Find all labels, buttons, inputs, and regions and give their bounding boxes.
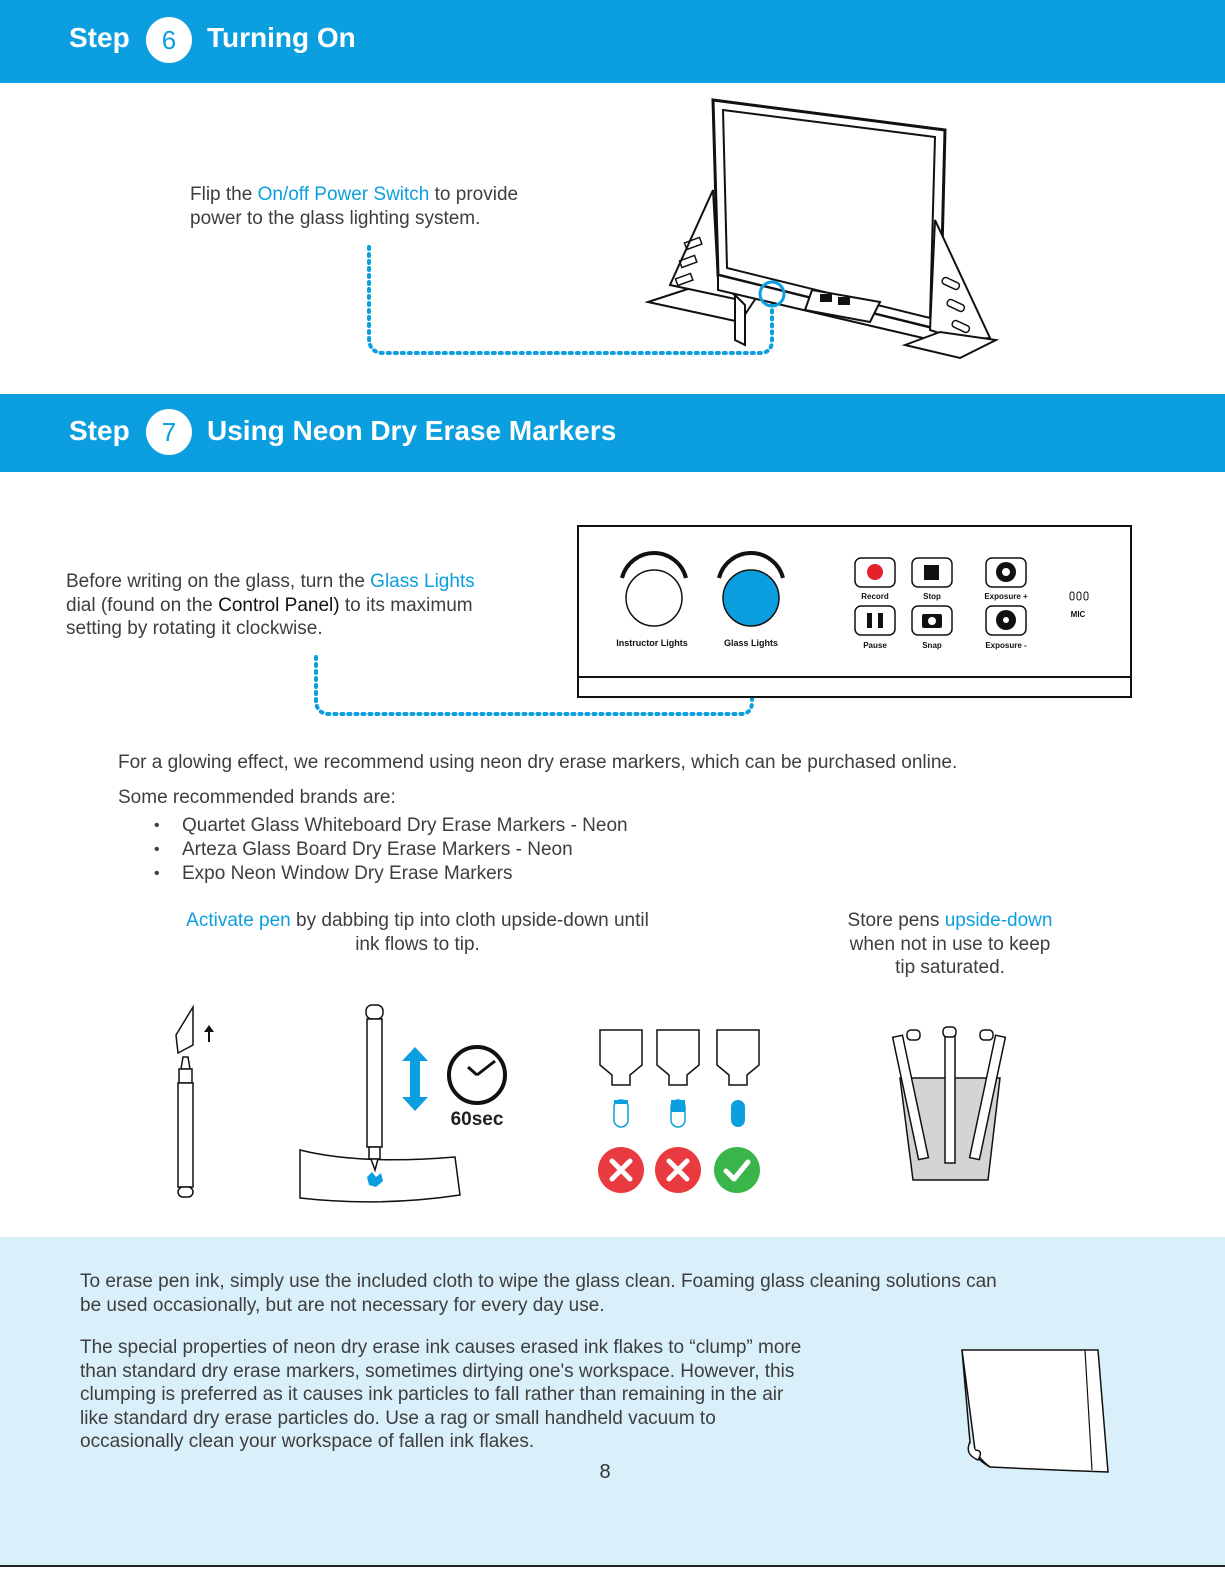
pause-icon — [867, 613, 872, 628]
step6-header — [0, 0, 1225, 83]
pause-button — [855, 606, 895, 635]
step7-intro-line3: setting by rotating it clockwise. — [66, 618, 323, 639]
activate-rest: by dabbing tip into cloth upside-down until — [290, 910, 649, 931]
instructor-lights-dial — [626, 570, 682, 626]
brands-list — [118, 814, 818, 886]
store-line2: when not in use to keep — [849, 933, 1051, 955]
erase-p2-line: clumping is preferred as it causes ink particles to fall rather than remaining in the air — [80, 1384, 784, 1405]
stop-label: Stop — [923, 592, 941, 601]
pen-uncapped-illustration — [176, 1007, 214, 1197]
step7-number-badge: 7 — [146, 409, 192, 455]
arrow-up-icon — [204, 1025, 214, 1042]
exposure-plus-label: Exposure + — [984, 592, 1028, 601]
brand-item: • Expo Neon Window Dry Erase Markers — [118, 862, 818, 886]
glass-lights-highlight: Glass Lights — [370, 571, 475, 592]
instructor-lights-label: Instructor Lights — [616, 638, 688, 648]
page-number: 8 — [599, 1461, 611, 1483]
erase-p2-line: occasionally clean your workspace of fallen ink flakes. — [80, 1431, 535, 1452]
erase-paragraph-2 — [80, 1336, 940, 1454]
saturated-tip — [731, 1100, 745, 1127]
checkmark-icon — [714, 1147, 760, 1193]
brand-item: • Arteza Glass Board Dry Erase Markers - Neon — [118, 838, 818, 862]
pen-body-inverted — [367, 1019, 382, 1147]
erase-p1-line2: be used occasionally, but are not necessary for every day use. — [80, 1294, 605, 1316]
glass-lights-label: Glass Lights — [723, 638, 779, 648]
snap-label: Snap — [922, 641, 942, 650]
tip-comparison-illustration — [598, 1030, 760, 1193]
marker-illustrations — [0, 995, 1225, 1215]
power-switch-highlight: On/off Power Switch — [257, 184, 430, 205]
exposure-minus-label: Exposure - — [985, 641, 1027, 650]
step6-label: Step — [69, 22, 130, 53]
erase-p2-line: than standard dry erase markers, sometimes dirtying one's workspace. However, this — [80, 1360, 795, 1382]
control-panel-term: Control Panel) — [218, 594, 340, 616]
activate-line2: ink flows to tip. — [355, 933, 480, 955]
upside-down-highlight: upside-down — [944, 910, 1053, 931]
store-instruction — [800, 909, 1100, 980]
pen-body — [178, 1083, 193, 1187]
step6-number-badge: 6 — [146, 17, 192, 63]
erase-info-panel — [0, 1237, 1225, 1565]
step6-text-after: to provide — [429, 184, 519, 205]
step7-intro-line2-after: to its maximum — [339, 594, 473, 616]
control-panel-illustration — [300, 520, 1140, 720]
step7-intro-before: Before writing on the glass, turn the — [66, 571, 371, 592]
pen-dabbing-illustration — [300, 1005, 505, 1202]
stop-icon — [924, 565, 939, 580]
store-line3: tip saturated. — [895, 957, 1005, 978]
record-icon — [867, 564, 883, 580]
cloth-illustration — [950, 1342, 1120, 1492]
step7-intro-line2: dial (found on the — [66, 594, 219, 616]
brands-intro: Some recommended brands are: — [118, 787, 396, 808]
brand-item: • Quartet Glass Whiteboard Dry Erase Markers - Neon — [118, 814, 818, 838]
up-down-arrow-icon — [402, 1047, 428, 1111]
step7-label: Step — [69, 415, 130, 446]
mic-label: MIC — [1070, 610, 1086, 619]
erase-p1-line1: To erase pen ink, simply use the included cloth to wipe the glass clean. Foaming glass cleaning solutions can — [80, 1271, 997, 1292]
marker-recommendation: For a glowing effect, we recommend using neon dry erase markers, which can be purchased online. — [118, 752, 958, 773]
pen-in-cup — [945, 1033, 955, 1163]
pen-cap — [176, 1007, 193, 1053]
activate-pen-highlight: Activate pen — [186, 910, 291, 931]
glass-lights-dial — [723, 570, 779, 626]
pause-label: Pause — [863, 641, 887, 650]
bottom-rule — [0, 1565, 1225, 1567]
step7-header — [0, 394, 1225, 472]
step7-title: Using Neon Dry Erase Markers — [207, 415, 617, 446]
lightboard-illustration — [0, 90, 1225, 390]
store-before: Store pens — [847, 910, 945, 931]
erase-paragraph-1 — [80, 1270, 1160, 1317]
erase-p2-line: like standard dry erase particles do. Use a rag or small handheld vacuum to — [80, 1407, 716, 1429]
step6-text-before: Flip the — [190, 184, 258, 205]
activate-instruction — [130, 909, 705, 956]
cup-with-pens-illustration — [893, 1027, 1006, 1180]
record-label: Record — [861, 592, 889, 601]
step6-title: Turning On — [207, 22, 356, 53]
erase-p2-line: The special properties of neon dry erase ink causes erased ink flakes to “clump” more — [80, 1337, 802, 1358]
step6-line2: power to the glass lighting system. — [190, 207, 481, 229]
dry-tip — [614, 1100, 628, 1127]
timer-label: 60sec — [450, 1109, 504, 1130]
